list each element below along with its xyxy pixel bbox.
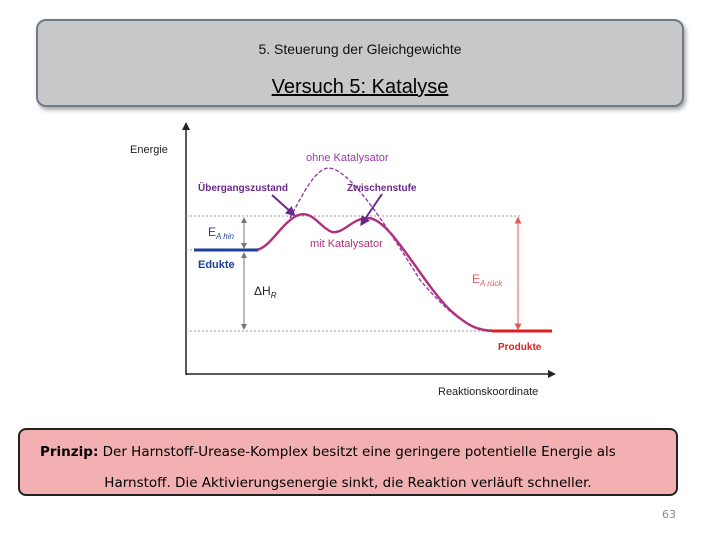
energy-diagram [120,120,570,405]
note-prefix: Prinzip: [40,444,99,460]
y-axis-label: Energie [130,144,168,156]
label-ea-rueck-sub: A rück [480,279,503,288]
label-ea-hin-main: E [208,225,217,239]
note-line-1-text: Der Harnstoff-Urease-Komplex besitzt eine geringere potentielle Energie als [98,444,616,460]
page-number: 63 [662,508,676,521]
header-title: Versuch 5: Katalyse [271,76,449,98]
x-axis-label: Reaktionskoordinate [438,386,539,398]
label-dh-main: ΔH [254,284,271,298]
label-ea-rueck [472,272,503,288]
principle-note [18,428,678,496]
label-edukte: Edukte [198,259,235,271]
label-uebergangszustand: Übergangszustand [198,183,289,194]
label-ea-hin-sub: A hin [216,232,234,241]
note-line-2: Harnstoff. Die Aktivierungsenergie sinkt, die Reaktion verläuft schneller. [104,475,592,491]
label-produkte: Produkte [498,342,542,353]
curve-mit-katalysator [256,214,496,331]
note-line-1 [40,444,616,460]
header-subtitle: 5. Steuerung der Gleichgewichte [258,41,462,57]
slide-header [36,19,684,107]
label-mit-katalysator: mit Katalysator [310,238,383,250]
label-zwischenstufe: Zwischenstufe [347,183,417,194]
label-dh-sub: R [270,291,277,300]
label-dh [254,284,277,300]
label-ohne-katalysator: ohne Katalysator [306,152,389,164]
label-ea-hin [208,225,235,241]
label-ea-rueck-main: E [472,272,481,286]
pointer-uebergangszustand [272,195,292,213]
